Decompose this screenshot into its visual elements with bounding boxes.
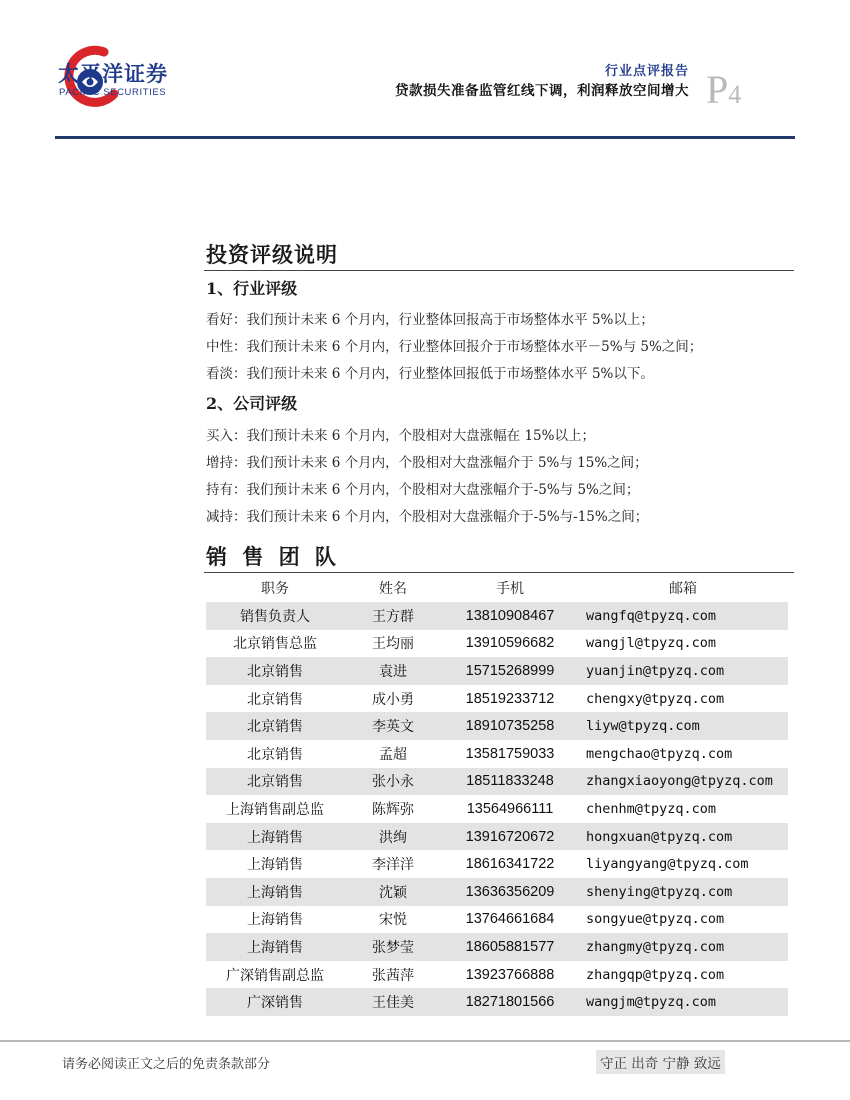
cell-name: 成小勇 <box>372 691 414 708</box>
table-row <box>206 740 788 768</box>
cell-phone: 13636356209 <box>442 878 578 906</box>
sales-section-title: 销 售 团 队 <box>206 544 340 569</box>
cell-email: shenying@tpyzq.com <box>578 878 788 906</box>
cell-name: 孟超 <box>379 746 407 763</box>
table-row <box>206 850 788 878</box>
cell-role: 广深销售副总监 <box>226 967 324 984</box>
cell-name: 沈颖 <box>344 878 442 906</box>
cell-phone: 13910596682 <box>465 635 555 652</box>
company-slogan: 守正 出奇 宁静 致远 <box>596 1050 725 1074</box>
cell-name: 袁进 <box>344 657 442 685</box>
cell-name: 李英文 <box>344 712 442 740</box>
header-divider <box>55 136 795 139</box>
footer-divider <box>0 1040 850 1042</box>
cell-role: 销售负责人 <box>206 602 344 630</box>
page-number <box>706 67 742 112</box>
table-row <box>206 657 788 685</box>
disclaimer-note: 请务必阅读正文之后的免责条款部分 <box>62 1057 271 1072</box>
table-row <box>206 933 788 961</box>
company-rating-heading: 2、公司评级 <box>206 394 298 413</box>
company-rating-line: 增持：我们预计未来 6 个月内，个股相对大盘涨幅介于 5%与 15%之间； <box>206 455 648 471</box>
sales-title-divider <box>204 572 794 573</box>
cell-name: 王方群 <box>344 602 442 630</box>
industry-rating-heading: 1、行业评级 <box>206 279 298 298</box>
cell-role: 上海销售 <box>247 857 303 874</box>
table-row <box>206 795 788 823</box>
cell-email: chenhm@tpyzq.com <box>586 800 717 817</box>
cell-email: liyangyang@tpyzq.com <box>586 856 749 873</box>
industry-rating-line: 看淡：我们预计未来 6 个月内，行业整体回报低于市场整体水平 5%以下。 <box>206 366 654 382</box>
cell-name: 李洋洋 <box>372 857 414 874</box>
column-header-role: 职务 <box>261 581 289 597</box>
cell-email: zhangxiaoyong@tpyzq.com <box>578 768 788 796</box>
table-row <box>206 768 788 796</box>
cell-role: 北京销售总监 <box>233 636 317 653</box>
table-row <box>206 878 788 906</box>
cell-name: 洪绚 <box>344 823 442 851</box>
cell-phone: 18519233712 <box>465 690 555 707</box>
cell-name: 陈辉弥 <box>372 801 414 818</box>
cell-role: 北京销售 <box>247 691 303 708</box>
cell-name: 王佳美 <box>344 988 442 1016</box>
table-row <box>206 630 788 658</box>
rating-title-divider <box>204 270 794 271</box>
cell-phone: 18910735258 <box>442 712 578 740</box>
logo-text-cn: 太平洋证券 <box>58 62 168 86</box>
table-row <box>206 988 788 1016</box>
column-header-name: 姓名 <box>379 581 407 597</box>
cell-email: chengxy@tpyzq.com <box>586 690 725 707</box>
rating-section-title: 投资评级说明 <box>206 242 338 267</box>
cell-role: 上海销售副总监 <box>226 801 324 818</box>
cell-role: 北京销售 <box>206 657 344 685</box>
cell-role: 北京销售 <box>206 768 344 796</box>
cell-role: 上海销售 <box>206 933 344 961</box>
cell-phone: 13916720672 <box>442 823 578 851</box>
cell-email: zhangmy@tpyzq.com <box>578 933 788 961</box>
sales-table-body <box>206 602 788 1016</box>
cell-name: 张小永 <box>344 768 442 796</box>
cell-phone: 13810908467 <box>442 602 578 630</box>
report-type: 行业点评报告 <box>604 64 689 79</box>
company-rating-line: 持有：我们预计未来 6 个月内，个股相对大盘涨幅介于-5%与 5%之间； <box>206 482 640 498</box>
cell-phone: 13923766888 <box>465 966 555 983</box>
industry-rating-line: 看好：我们预计未来 6 个月内，行业整体回报高于市场整体水平 5%以上； <box>206 312 654 328</box>
cell-phone: 13581759033 <box>465 745 555 762</box>
cell-email: wangfq@tpyzq.com <box>578 602 788 630</box>
cell-role: 北京销售 <box>206 712 344 740</box>
company-rating-line: 减持：我们预计未来 6 个月内，个股相对大盘涨幅介于-5%与-15%之间； <box>206 509 649 525</box>
cell-email: yuanjin@tpyzq.com <box>578 657 788 685</box>
page-letter: P <box>706 67 729 112</box>
table-row <box>206 602 788 630</box>
cell-phone: 18616341722 <box>465 856 555 873</box>
table-row <box>206 906 788 934</box>
table-row <box>206 685 788 713</box>
cell-name: 宋悦 <box>379 912 407 929</box>
page-number-value: 4 <box>728 80 742 109</box>
report-title: 贷款损失准备监管红线下调，利润释放空间增大 <box>395 83 689 99</box>
column-header-email: 邮箱 <box>669 581 697 597</box>
cell-name: 张梦莹 <box>344 933 442 961</box>
cell-email: zhangqp@tpyzq.com <box>586 966 725 983</box>
cell-email: hongxuan@tpyzq.com <box>578 823 788 851</box>
table-header-row <box>206 574 788 602</box>
table-row <box>206 712 788 740</box>
cell-role: 北京销售 <box>247 746 303 763</box>
table-row <box>206 961 788 989</box>
cell-phone: 15715268999 <box>442 657 578 685</box>
cell-phone: 18511833248 <box>442 768 578 796</box>
company-rating-line: 买入：我们预计未来 6 个月内，个股相对大盘涨幅在 15%以上； <box>206 428 595 444</box>
cell-phone: 13564966111 <box>466 800 554 817</box>
cell-role: 上海销售 <box>206 823 344 851</box>
cell-email: wangjl@tpyzq.com <box>586 635 717 652</box>
cell-name: 王均丽 <box>372 636 414 653</box>
cell-role: 上海销售 <box>247 912 303 929</box>
cell-phone: 13764661684 <box>465 911 555 928</box>
cell-email: mengchao@tpyzq.com <box>586 745 733 762</box>
cell-email: songyue@tpyzq.com <box>586 911 725 928</box>
cell-role: 广深销售 <box>206 988 344 1016</box>
cell-email: liyw@tpyzq.com <box>578 712 788 740</box>
cell-email: wangjm@tpyzq.com <box>578 988 788 1016</box>
sales-team-table <box>206 574 788 1016</box>
industry-rating-line: 中性：我们预计未来 6 个月内，行业整体回报介于市场整体水平－5%与 5%之间； <box>206 339 703 355</box>
cell-name: 张茜萍 <box>372 967 414 984</box>
logo-text-en: PACIFIC SECURITIES <box>59 87 167 98</box>
cell-role: 上海销售 <box>206 878 344 906</box>
table-row <box>206 823 788 851</box>
column-header-phone: 手机 <box>496 581 524 597</box>
cell-phone: 18605881577 <box>442 933 578 961</box>
cell-phone: 18271801566 <box>442 988 578 1016</box>
